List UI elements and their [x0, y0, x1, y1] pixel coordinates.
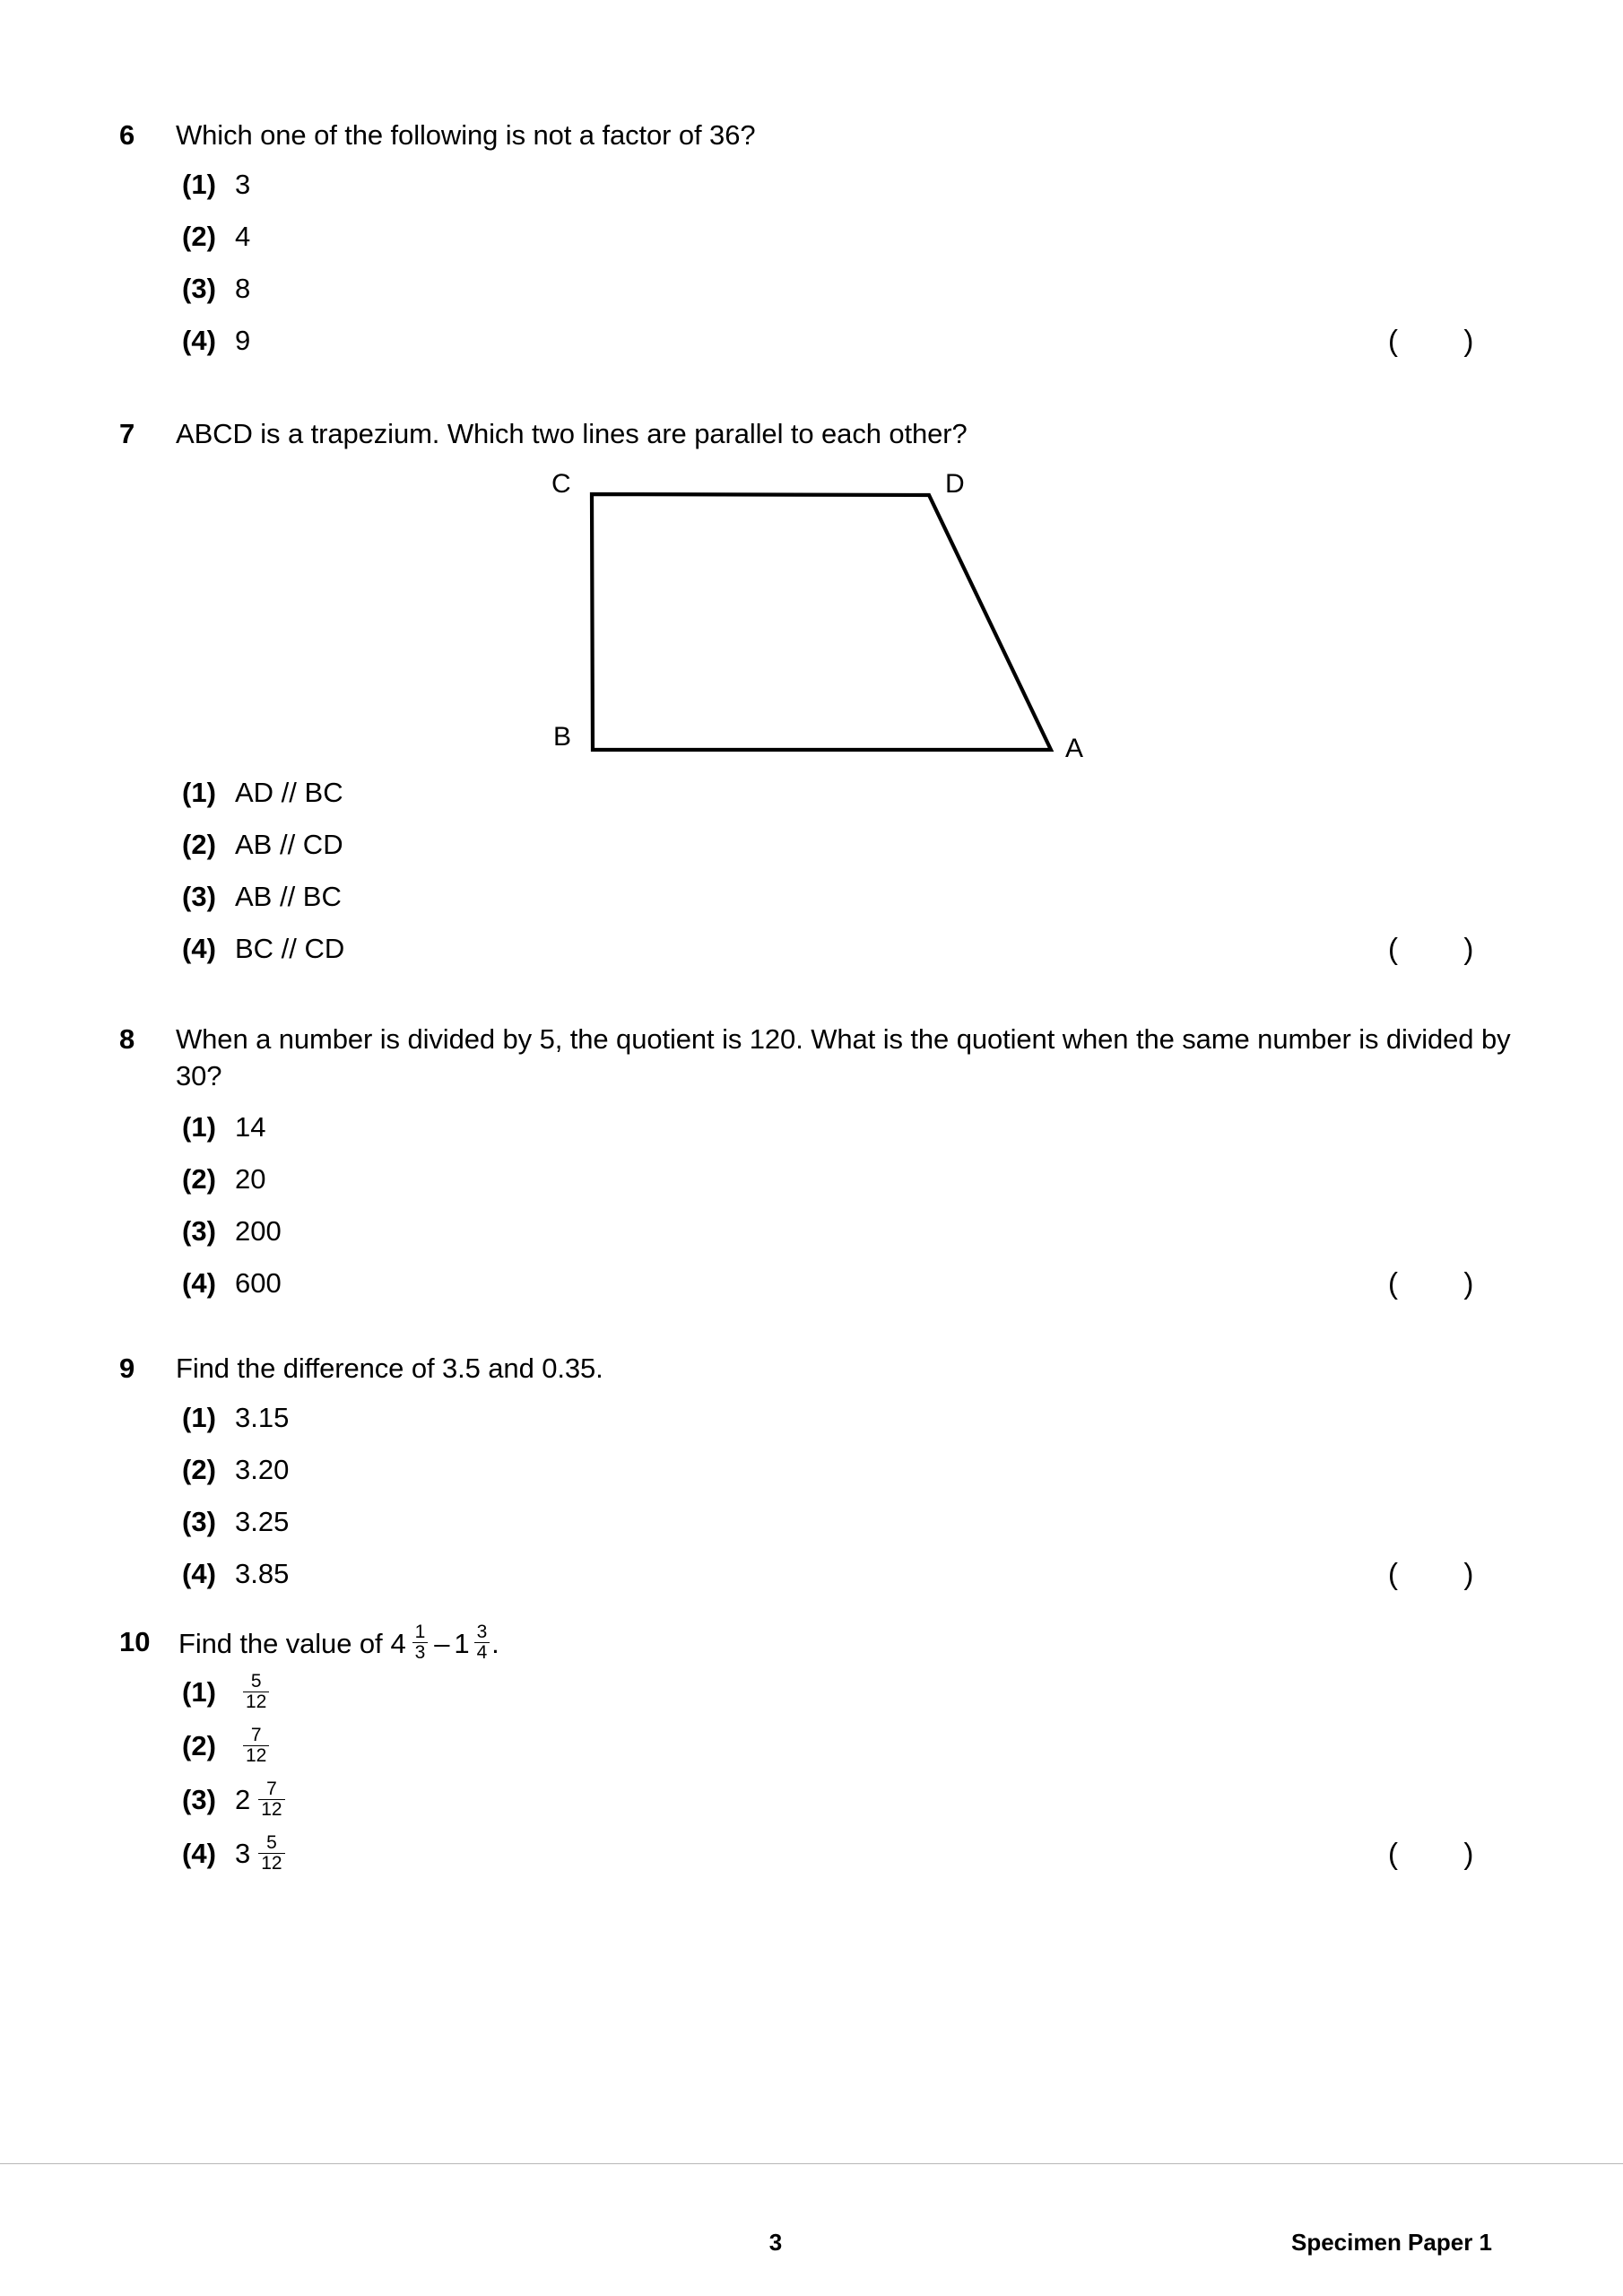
option-value — [235, 1726, 271, 1767]
option-key: (4) — [182, 325, 216, 357]
option-fraction — [258, 1833, 284, 1874]
question-8-number: 8 — [119, 1023, 135, 1055]
question-10-lead: Find the value of — [178, 1627, 383, 1659]
option-row[interactable] — [119, 263, 1518, 315]
option-value: AB // BC — [235, 881, 342, 912]
question-7-text: ABCD is a trapezium. Which two lines are parallel to each other? — [176, 418, 968, 449]
question-10-trail: . — [491, 1627, 499, 1659]
question-6-text: Which one of the following is not a factor of 36? — [176, 119, 756, 151]
option-value: 3.25 — [235, 1506, 290, 1538]
option-value: 3 — [235, 169, 251, 201]
option-key: (2) — [182, 1454, 216, 1486]
option-value — [235, 1831, 287, 1874]
option-row[interactable] — [119, 1153, 1518, 1205]
numerator: 3 — [476, 1622, 488, 1642]
question-9-text: Find the difference of 3.5 and 0.35. — [176, 1352, 603, 1384]
numerator: 5 — [266, 1831, 277, 1853]
answer-bracket[interactable]: ( ) — [1388, 1557, 1474, 1591]
question-10 — [119, 1623, 1518, 1881]
denominator: 3 — [412, 1642, 429, 1663]
question-10-heading — [119, 1623, 1518, 1664]
question-7-heading — [119, 415, 1518, 452]
option-row[interactable] — [119, 871, 1518, 923]
denominator: 4 — [474, 1642, 490, 1663]
question-7-options — [119, 767, 1518, 975]
option-fraction — [243, 1726, 269, 1766]
option-value: 9 — [235, 325, 251, 357]
question-9-heading — [119, 1350, 1518, 1387]
option-key: (2) — [182, 829, 216, 860]
option-key: (3) — [182, 881, 216, 912]
option-key: (4) — [182, 1558, 216, 1590]
denominator: 12 — [258, 1853, 284, 1874]
question-6 — [119, 117, 1518, 367]
option-value: 14 — [235, 1111, 266, 1144]
option-key: (4) — [182, 933, 216, 964]
option-row[interactable] — [119, 767, 1518, 819]
vertex-label-b: B — [553, 722, 572, 752]
numerator: 7 — [250, 1724, 262, 1745]
option-key: (1) — [182, 1402, 216, 1434]
question-10-text — [178, 1623, 1518, 1664]
term-2-whole: 1 — [454, 1627, 470, 1659]
question-7-number: 7 — [119, 418, 135, 449]
option-key: (1) — [182, 1111, 216, 1144]
option-key: (3) — [182, 1506, 216, 1538]
option-value: AD // BC — [235, 777, 343, 808]
option-row[interactable] — [119, 1444, 1518, 1496]
term-1 — [391, 1623, 430, 1664]
option-key: (2) — [182, 1163, 216, 1196]
question-6-heading — [119, 117, 1518, 153]
option-key: (4) — [182, 1267, 216, 1300]
question-10-options — [119, 1665, 1518, 1881]
question-7-options-block — [119, 767, 1518, 975]
option-key: (3) — [182, 1784, 216, 1816]
numerator: 1 — [414, 1622, 426, 1642]
option-row[interactable] — [119, 1548, 1518, 1600]
option-row[interactable] — [119, 1719, 1518, 1773]
option-value: 20 — [235, 1163, 266, 1196]
denominator: 12 — [258, 1799, 284, 1820]
question-9 — [119, 1350, 1518, 1600]
question-10-number: 10 — [119, 1626, 151, 1657]
footer-page-number: 3 — [768, 2229, 783, 2256]
vertex-label-c: C — [551, 469, 571, 499]
question-8-options — [119, 1101, 1518, 1309]
trapezium-outline — [592, 494, 1051, 750]
option-row[interactable] — [119, 1773, 1518, 1827]
option-row[interactable] — [119, 819, 1518, 871]
term-1-whole: 4 — [390, 1627, 406, 1659]
option-row[interactable] — [119, 1101, 1518, 1153]
denominator: 12 — [243, 1745, 269, 1766]
option-key: (1) — [182, 169, 216, 201]
option-key: (1) — [182, 1676, 216, 1709]
vertex-label-d: D — [945, 469, 965, 499]
option-value — [235, 1670, 271, 1713]
question-9-number: 9 — [119, 1352, 135, 1384]
option-whole: 2 — [235, 1784, 251, 1816]
option-row[interactable] — [119, 1827, 1518, 1881]
option-value: 3.85 — [235, 1558, 290, 1590]
question-8-text: When a number is divided by 5, the quotient is 120. What is the quotient when the same number is divided by 30? — [176, 1023, 1511, 1092]
answer-bracket[interactable]: ( ) — [1388, 932, 1474, 965]
option-value: 600 — [235, 1267, 282, 1300]
question-6-options — [119, 159, 1518, 367]
option-value: 8 — [235, 273, 251, 305]
term-2-fraction — [474, 1622, 490, 1663]
option-key: (3) — [182, 1215, 216, 1248]
option-value: AB // CD — [235, 829, 343, 860]
option-row[interactable] — [119, 159, 1518, 211]
option-row[interactable] — [119, 1257, 1518, 1309]
term-1-fraction — [412, 1622, 429, 1663]
option-value: 200 — [235, 1215, 282, 1248]
footer-paper-label: Specimen Paper 1 — [1291, 2229, 1492, 2256]
option-value: BC // CD — [235, 933, 345, 964]
answer-bracket[interactable]: ( ) — [1388, 1837, 1474, 1871]
option-value: 4 — [235, 221, 251, 253]
option-key: (1) — [182, 777, 216, 808]
option-row[interactable] — [119, 1496, 1518, 1548]
option-key: (2) — [182, 221, 216, 253]
denominator: 12 — [243, 1692, 269, 1712]
question-8-heading — [119, 1021, 1518, 1094]
footer-divider — [0, 2163, 1623, 2164]
option-key: (2) — [182, 1730, 216, 1762]
option-fraction — [243, 1672, 269, 1712]
numerator: 7 — [266, 1778, 277, 1799]
option-row[interactable] — [119, 211, 1518, 263]
option-fraction — [258, 1779, 284, 1820]
option-row[interactable] — [119, 1392, 1518, 1444]
answer-bracket[interactable]: ( ) — [1388, 1266, 1474, 1300]
option-row[interactable] — [119, 1205, 1518, 1257]
option-row[interactable] — [119, 923, 1518, 975]
option-value: 3.15 — [235, 1402, 290, 1434]
option-value: 3.20 — [235, 1454, 290, 1486]
option-key: (4) — [182, 1838, 216, 1870]
answer-bracket[interactable]: ( ) — [1388, 324, 1474, 358]
question-6-number: 6 — [119, 119, 135, 151]
option-row[interactable] — [119, 1665, 1518, 1719]
question-9-options — [119, 1392, 1518, 1600]
question-8 — [119, 1021, 1518, 1309]
option-whole: 3 — [235, 1838, 251, 1870]
option-key: (3) — [182, 273, 216, 305]
option-value — [235, 1780, 287, 1821]
option-row[interactable] — [119, 315, 1518, 367]
question-7 — [119, 415, 1518, 452]
term-2 — [454, 1623, 491, 1664]
numerator: 5 — [250, 1670, 262, 1692]
minus-operator: – — [434, 1627, 450, 1659]
vertex-label-a: A — [1065, 734, 1084, 763]
